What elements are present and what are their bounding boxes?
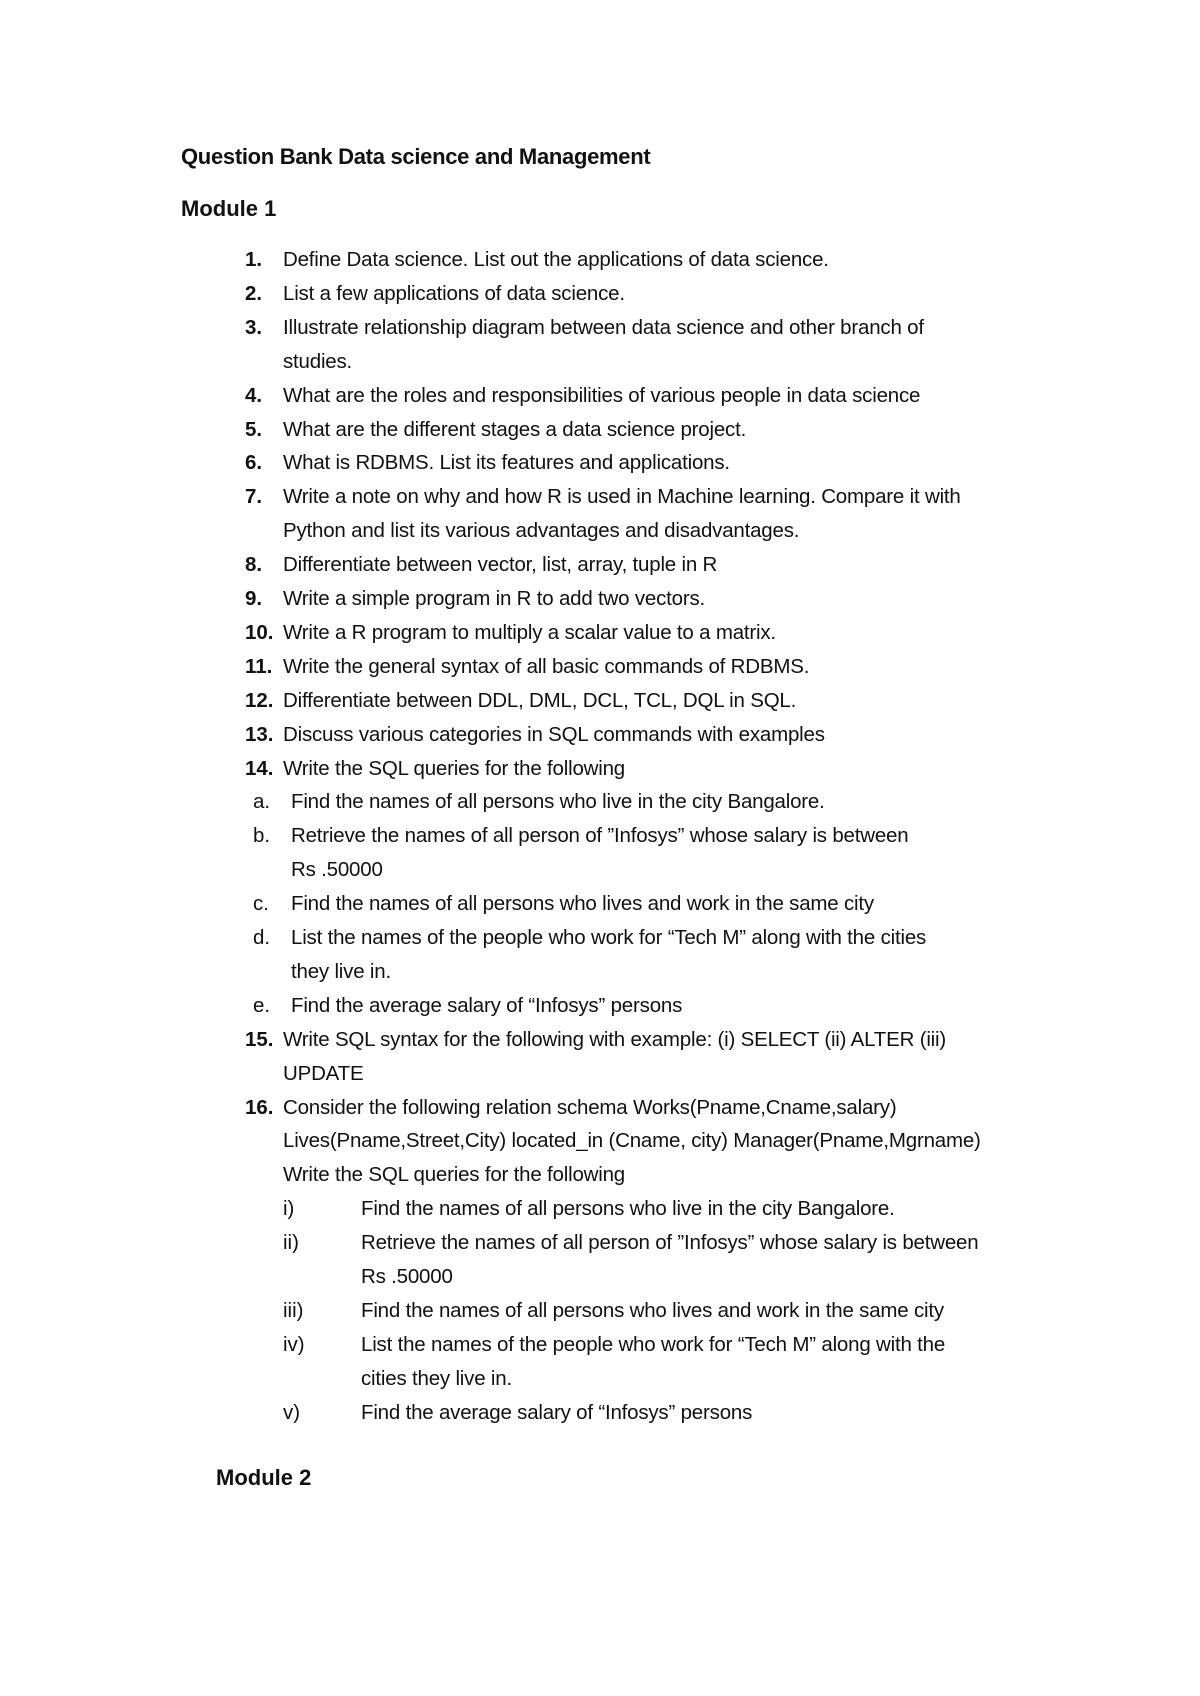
question-number: 9. bbox=[245, 587, 263, 610]
question-text: Lives(Pname,Street,City) located_in (Cname, city) Manager(Pname,Mgrname) bbox=[283, 1129, 981, 1153]
sub-question-text: cities they live in. bbox=[361, 1366, 512, 1390]
sub-question-text: Find the names of all persons who lives and work in the same city bbox=[361, 1298, 944, 1322]
question-text: studies. bbox=[283, 349, 353, 373]
question-text: Differentiate between DDL, DML, DCL, TCL, DQL in SQL. bbox=[283, 688, 797, 712]
question-number: 8. bbox=[245, 553, 263, 577]
sub-question-text: they live in. bbox=[291, 959, 391, 983]
question-text: UPDATE bbox=[283, 1061, 364, 1085]
question-number: 13. bbox=[245, 722, 274, 746]
sub-question-text: Rs .50000 bbox=[361, 1265, 453, 1288]
question-number: 3. bbox=[245, 315, 263, 339]
question-number: 15. bbox=[245, 1027, 274, 1051]
question-text: Write the general syntax of all basic commands of RDBMS. bbox=[283, 654, 810, 678]
question-text: Write the SQL queries for the following bbox=[283, 1163, 626, 1187]
question-number: 11. bbox=[245, 654, 273, 678]
question-text: Write the SQL queries for the following bbox=[283, 756, 626, 780]
question-number: 6. bbox=[245, 451, 263, 475]
question-text: Python and list its various advantages and disadvantages. bbox=[283, 519, 800, 543]
question-text: What are the different stages a data science project. bbox=[283, 417, 747, 441]
sub-question-text: List the names of the people who work for “Tech M” along with the bbox=[361, 1332, 946, 1356]
question-text: Write a R program to multiply a scalar value to a matrix. bbox=[283, 620, 776, 644]
sub-question-label: ii) bbox=[283, 1231, 299, 1255]
sub-question-label: b. bbox=[253, 824, 271, 848]
question-number: 5. bbox=[245, 417, 263, 441]
sub-question-label: iii) bbox=[283, 1298, 304, 1322]
module-1-heading: Module 1 bbox=[181, 196, 277, 221]
sub-question-text: List the names of the people who work for “Tech M” along with the cities bbox=[291, 926, 927, 949]
question-text: Write SQL syntax for the following with example: (i) SELECT (ii) ALTER (iii) bbox=[283, 1027, 947, 1051]
question-number: 1. bbox=[245, 248, 263, 271]
question-text: Write a simple program in R to add two vectors. bbox=[283, 587, 706, 610]
sub-question-text: Rs .50000 bbox=[291, 858, 383, 882]
sub-question-text: Find the names of all persons who live in the city Bangalore. bbox=[361, 1197, 895, 1221]
question-number: 7. bbox=[245, 485, 263, 509]
sub-question-text: Find the average salary of “Infosys” persons bbox=[361, 1400, 753, 1424]
sub-question-label: a. bbox=[253, 790, 271, 814]
question-text: Consider the following relation schema Works(Pname,Cname,salary) bbox=[283, 1095, 897, 1119]
question-text: What are the roles and responsibilities of various people in data science bbox=[283, 383, 921, 407]
sub-question-label: v) bbox=[283, 1400, 301, 1424]
question-number: 10. bbox=[245, 620, 274, 644]
sub-question-label: e. bbox=[253, 993, 271, 1017]
question-number: 2. bbox=[245, 281, 263, 305]
question-number: 14. bbox=[245, 756, 274, 780]
question-text: Illustrate relationship diagram between data science and other branch of bbox=[283, 315, 924, 339]
question-text: Define Data science. List out the applications of data science. bbox=[283, 248, 829, 271]
question-text: Write a note on why and how R is used in Machine learning. Compare it with bbox=[283, 485, 961, 509]
question-text: What is RDBMS. List its features and applications. bbox=[283, 451, 730, 475]
question-text: Differentiate between vector, list, array, tuple in R bbox=[283, 553, 718, 577]
question-number: 12. bbox=[245, 688, 274, 712]
sub-question-label: iv) bbox=[283, 1332, 305, 1356]
question-text: Discuss various categories in SQL commands with examples bbox=[283, 722, 825, 746]
sub-question-label: i) bbox=[283, 1197, 295, 1221]
sub-question-text: Retrieve the names of all person of ”Infosys” whose salary is between bbox=[361, 1231, 979, 1255]
sub-question-text: Find the average salary of “Infosys” persons bbox=[291, 993, 683, 1017]
sub-question-label: d. bbox=[253, 926, 271, 949]
sub-question-text: Retrieve the names of all person of ”Infosys” whose salary is between bbox=[291, 824, 909, 848]
question-number: 4. bbox=[245, 383, 263, 407]
question-text: List a few applications of data science. bbox=[283, 281, 625, 305]
sub-question-text: Find the names of all persons who lives and work in the same city bbox=[291, 892, 874, 916]
page-title: Question Bank Data science and Management bbox=[181, 144, 651, 169]
sub-question-text: Find the names of all persons who live in the city Bangalore. bbox=[291, 790, 825, 814]
sub-question-label: c. bbox=[253, 892, 269, 916]
module-2-heading: Module 2 bbox=[216, 1465, 312, 1490]
question-number: 16. bbox=[245, 1095, 274, 1119]
